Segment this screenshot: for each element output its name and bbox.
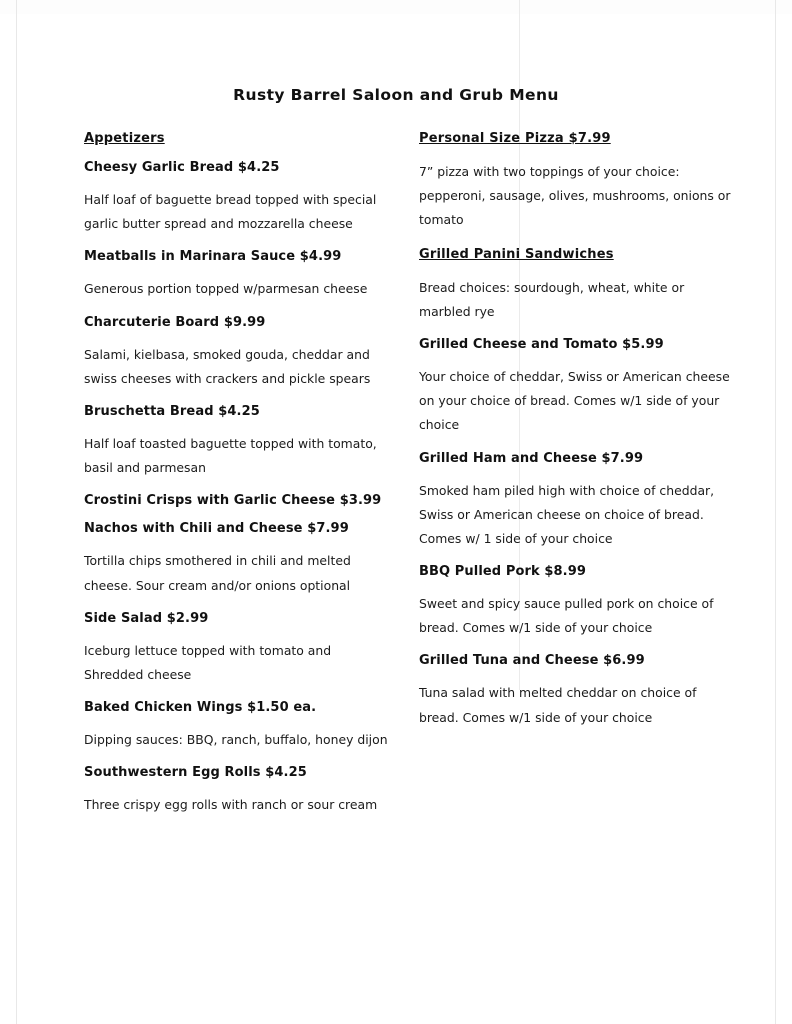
section-heading-pizza: Personal Size Pizza $7.99 bbox=[419, 131, 611, 146]
scan-edge bbox=[0, 0, 792, 14]
menu-item bbox=[84, 160, 394, 236]
menu-item-name: Nachos with Chili and Cheese $7.99 bbox=[84, 521, 349, 537]
menu-item-description: Dipping sauces: BBQ, ranch, buffalo, honey dijon bbox=[84, 732, 388, 748]
page-title: Rusty Barrel Saloon and Grub Menu bbox=[233, 86, 559, 104]
menu-item-name: Cheesy Garlic Bread $4.25 bbox=[84, 160, 280, 175]
menu-item bbox=[84, 765, 394, 817]
menu-item-name: Meatballs in Marinara Sauce $4.99 bbox=[84, 249, 342, 265]
menu-item-description: Half loaf toasted baguette topped with tomato, basil and parmesan bbox=[84, 435, 377, 476]
menu-item-description: Three crispy egg rolls with ranch or sour cream bbox=[84, 797, 378, 813]
panini-bread-choices: Bread choices: sourdough, wheat, white or marbled rye bbox=[419, 279, 685, 319]
pizza-description: 7” pizza with two toppings of your choice: pepperoni, sausage, olives, mushrooms, onions or tomato bbox=[419, 164, 731, 228]
right-column bbox=[419, 131, 739, 743]
left-column bbox=[84, 131, 394, 830]
menu-item bbox=[84, 521, 394, 597]
menu-item-name: BBQ Pulled Pork $8.99 bbox=[419, 564, 586, 580]
menu-item-description: Tortilla chips smothered in chili and melted cheese. Sour cream and/or onions optional bbox=[84, 553, 351, 593]
menu-item-name: Baked Chicken Wings $1.50 ea. bbox=[84, 700, 317, 716]
menu-item-name: Bruschetta Bread $4.25 bbox=[84, 403, 260, 419]
menu-item-name: Charcuterie Board $9.99 bbox=[84, 314, 266, 330]
menu-item bbox=[419, 653, 739, 729]
menu-item-description: Generous portion topped w/parmesan cheese bbox=[84, 281, 368, 297]
menu-item bbox=[84, 249, 394, 301]
menu-item bbox=[84, 611, 394, 687]
menu-item-description: Salami, kielbasa, smoked gouda, cheddar and swiss cheeses with crackers and pickle spears bbox=[84, 346, 371, 386]
section-heading-appetizers: Appetizers bbox=[84, 131, 165, 146]
menu-item-name: Grilled Tuna and Cheese $6.99 bbox=[419, 653, 645, 669]
menu-item bbox=[419, 337, 739, 438]
section-heading-panini: Grilled Panini Sandwiches bbox=[419, 246, 614, 262]
menu-item bbox=[84, 404, 394, 480]
page-edge-right bbox=[775, 0, 776, 1024]
menu-item-name: Crostini Crisps with Garlic Cheese $3.99 bbox=[84, 493, 382, 509]
menu-item-name: Grilled Cheese and Tomato $5.99 bbox=[419, 336, 664, 352]
menu-item-name: Side Salad $2.99 bbox=[84, 610, 209, 626]
menu-item-description: Tuna salad with melted cheddar on choice of bread. Comes w/1 side of your choice bbox=[419, 685, 697, 725]
menu-item bbox=[84, 493, 394, 508]
menu-item bbox=[84, 315, 394, 391]
page-edge-left bbox=[16, 0, 17, 1024]
menu-item-name: Southwestern Egg Rolls $4.25 bbox=[84, 765, 307, 781]
menu-item bbox=[419, 564, 739, 640]
menu-item-name: Grilled Ham and Cheese $7.99 bbox=[419, 450, 644, 466]
menu-item bbox=[84, 700, 394, 752]
menu-item-description: Sweet and spicy sauce pulled pork on choice of bread. Comes w/1 side of your choice bbox=[419, 596, 714, 636]
menu-item bbox=[419, 451, 739, 552]
menu-item-description: Smoked ham piled high with choice of cheddar, Swiss or American cheese on choice of bread. Comes w/ 1 side of your choice bbox=[419, 482, 715, 546]
menu-item-description: Half loaf of baguette bread topped with special garlic butter spread and mozzarella cheese bbox=[84, 192, 377, 232]
menu-item-description: Your choice of cheddar, Swiss or American cheese on your choice of bread. Comes w/1 side of your choice bbox=[419, 368, 730, 433]
menu-item-description: Iceburg lettuce topped with tomato and Shredded cheese bbox=[84, 642, 332, 682]
